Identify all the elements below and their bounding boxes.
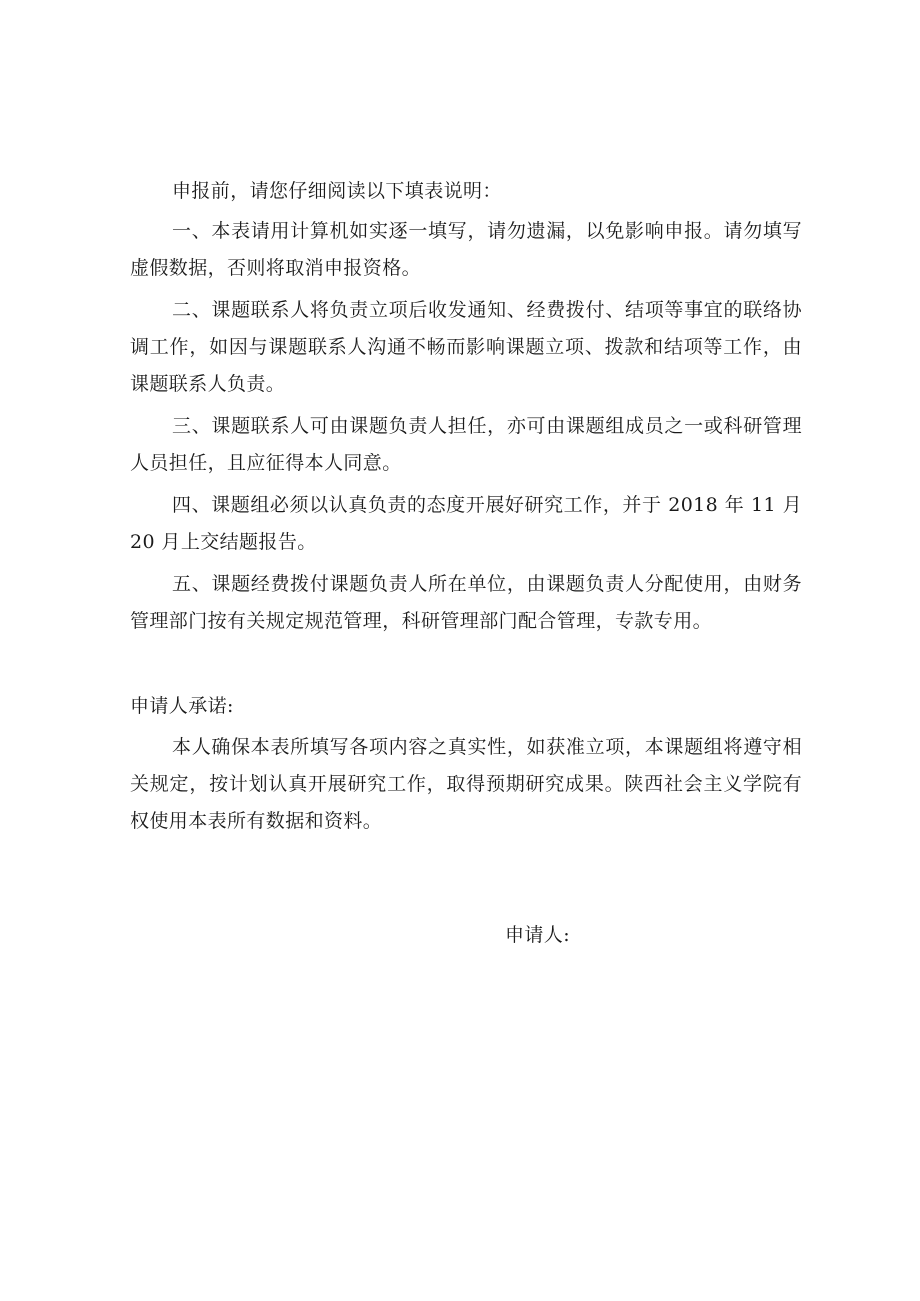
instructions-intro: 申报前，请您仔细阅读以下填表说明： (172, 180, 502, 202)
instruction-item-1: 一、本表请用计算机如实逐一填写，请勿遗漏，以免影响申报。请勿填写虚假数据，否则将取消申报资格。 (130, 220, 802, 279)
instructions-section (130, 173, 802, 645)
instruction-item-4: 四、课题组必须以认真负责的态度开展好研究工作，并于 2018 年 11 月 20 月上交结题报告。 (130, 494, 802, 553)
instruction-item-3: 三、课题联系人可由课题负责人担任，亦可由课题组成员之一或科研管理人员担任，且应征得本人同意。 (130, 415, 802, 474)
instruction-item-2: 二、课题联系人将负责立项后收发通知、经费拨付、结项等事宜的联络协调工作，如因与课题联系人沟通不畅而影响课题立项、拨款和结项等工作，由课题联系人负责。 (130, 299, 802, 395)
instruction-item-5: 五、课题经费拨付课题负责人所在单位，由课题负责人分配使用，由财务管理部门按有关规定规范管理，科研管理部门配合管理，专款专用。 (130, 573, 802, 632)
signature-label: 申请人: (505, 924, 571, 946)
pledge-title: 申请人承诺: (130, 695, 234, 717)
pledge-body: 本人确保本表所填写各项内容之真实性，如获准立项，本课题组将遵守相关规定，按计划认真开展研究工作，取得预期研究成果。陕西社会主义学院有权使用本表所有数据和资料。 (130, 736, 802, 832)
